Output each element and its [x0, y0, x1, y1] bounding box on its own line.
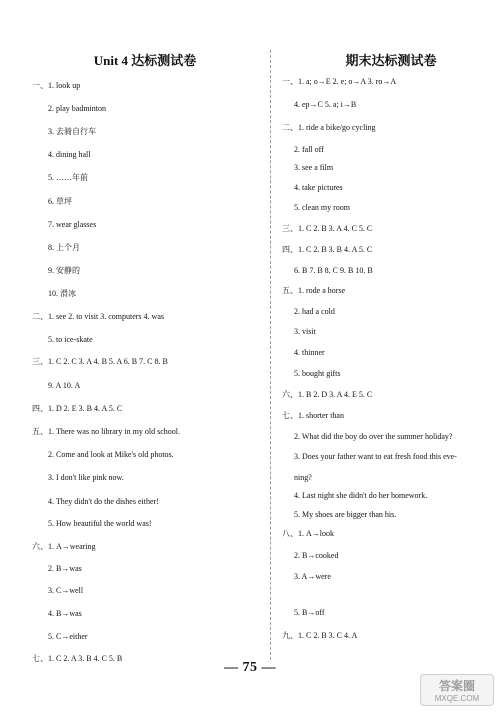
left-answer-line: 8. 上个月 — [48, 243, 80, 252]
watermark-top-text: 答案圈 — [438, 679, 475, 693]
left-answer-line: 2. Come and look at Mike's old photos. — [48, 450, 174, 459]
left-answer-line: 七、1. C 2. A 3. B 4. C 5. B — [32, 654, 123, 663]
left-answer-line: 六、1. A→wearing — [32, 542, 96, 551]
left-answer-line: 3. 去骑自行车 — [48, 127, 96, 136]
left-answer-line: 4. They didn't do the dishes either! — [48, 497, 159, 506]
right-answer-line: 2. had a cold — [294, 307, 335, 316]
right-answer-line: 2. fall off — [294, 145, 324, 154]
left-answer-line: 二、1. see 2. to visit 3. computers 4. was — [32, 312, 164, 321]
right-answer-line: 一、1. a; o→E 2. e; o→A 3. ro→A — [282, 77, 397, 86]
left-answer-line: 4. dining hall — [48, 150, 91, 159]
right-answer-line: 九、1. C 2. B 3. C 4. A — [282, 631, 358, 640]
right-answer-line: 六、1. B 2. D 3. A 4. E 5. C — [282, 390, 373, 399]
left-answer-line: 三、1. C 2. C 3. A 4. B 5. A 6. B 7. C 8. B — [32, 357, 168, 366]
column-divider — [270, 50, 271, 660]
right-answer-line: 4. take pictures — [294, 183, 343, 192]
left-answer-line: 一、1. look up — [32, 81, 81, 90]
section-title-right: 期末达标测试卷 — [345, 53, 437, 68]
right-answer-line: 4. thinner — [294, 348, 325, 357]
left-answer-line: 6. 草坪 — [48, 197, 72, 206]
right-answer-line: 七、1. shorter than — [282, 411, 344, 420]
left-answer-line: 3. C→well — [48, 586, 84, 595]
left-answer-line: 5. ……年前 — [48, 173, 88, 182]
right-answer-line: 三、1. C 2. B 3. A 4. C 5. C — [282, 224, 373, 233]
left-answer-line: 2. B→was — [48, 564, 82, 573]
page-number: — 75 — — [224, 660, 276, 675]
right-answer-line: 5. B→off — [294, 608, 325, 617]
right-answer-line: 3. see a film — [294, 163, 334, 172]
right-answer-line: 四、1. C 2. B 3. B 4. A 5. C — [282, 245, 373, 254]
left-answer-line: 2. play badminton — [48, 104, 106, 113]
left-answer-line: 10. 滑冰 — [48, 289, 76, 298]
watermark-bottom-text: MXQE.COM — [434, 694, 480, 703]
right-answer-line: 2. B→cooked — [294, 551, 339, 560]
right-answer-line: 5. bought gifts — [294, 369, 341, 378]
right-answer-line: 4. Last night she didn't do her homework. — [294, 491, 428, 500]
right-answer-line: 3. Does your father want to eat fresh food this eve- — [294, 452, 457, 461]
right-answer-line: 二、1. ride a bike/go cycling — [282, 123, 376, 132]
right-answer-line: 八、1. A→look — [282, 529, 334, 538]
left-answer-line: 7. wear glasses — [48, 220, 97, 229]
right-answer-line: 5. My shoes are bigger than his. — [294, 510, 397, 519]
right-answer-line: 2. What did the boy do over the summer holiday? — [294, 432, 453, 441]
right-answer-line: 五、1. rode a horse — [282, 286, 346, 295]
left-answer-line: 5. C→either — [48, 632, 88, 641]
left-answer-line: 5. How beautiful the world was! — [48, 519, 152, 528]
left-answer-line: 4. B→was — [48, 609, 82, 618]
left-answer-line: 四、1. D 2. E 3. B 4. A 5. C — [32, 404, 123, 413]
right-answer-line: 4. ep→C 5. a; i→B — [294, 100, 357, 109]
right-answer-line: 6. B 7. B 8. C 9. B 10. B — [294, 266, 373, 275]
left-answer-line: 9. 安静的 — [48, 266, 80, 275]
right-answer-line: 3. A→were — [294, 572, 331, 581]
left-answer-line: 五、1. There was no library in my old school. — [32, 427, 180, 436]
right-answer-line: 5. clean my room — [294, 203, 350, 212]
right-answer-line: 3. visit — [294, 327, 316, 336]
left-answer-line: 9. A 10. A — [48, 381, 81, 390]
right-answer-line: ning? — [294, 473, 312, 482]
section-title-left: Unit 4 达标测试卷 — [93, 53, 197, 68]
watermark-logo — [420, 674, 494, 706]
left-answer-line: 5. to ice-skate — [48, 335, 93, 344]
left-answer-line: 3. I don't like pink now. — [48, 473, 124, 482]
right-column — [272, 0, 500, 712]
